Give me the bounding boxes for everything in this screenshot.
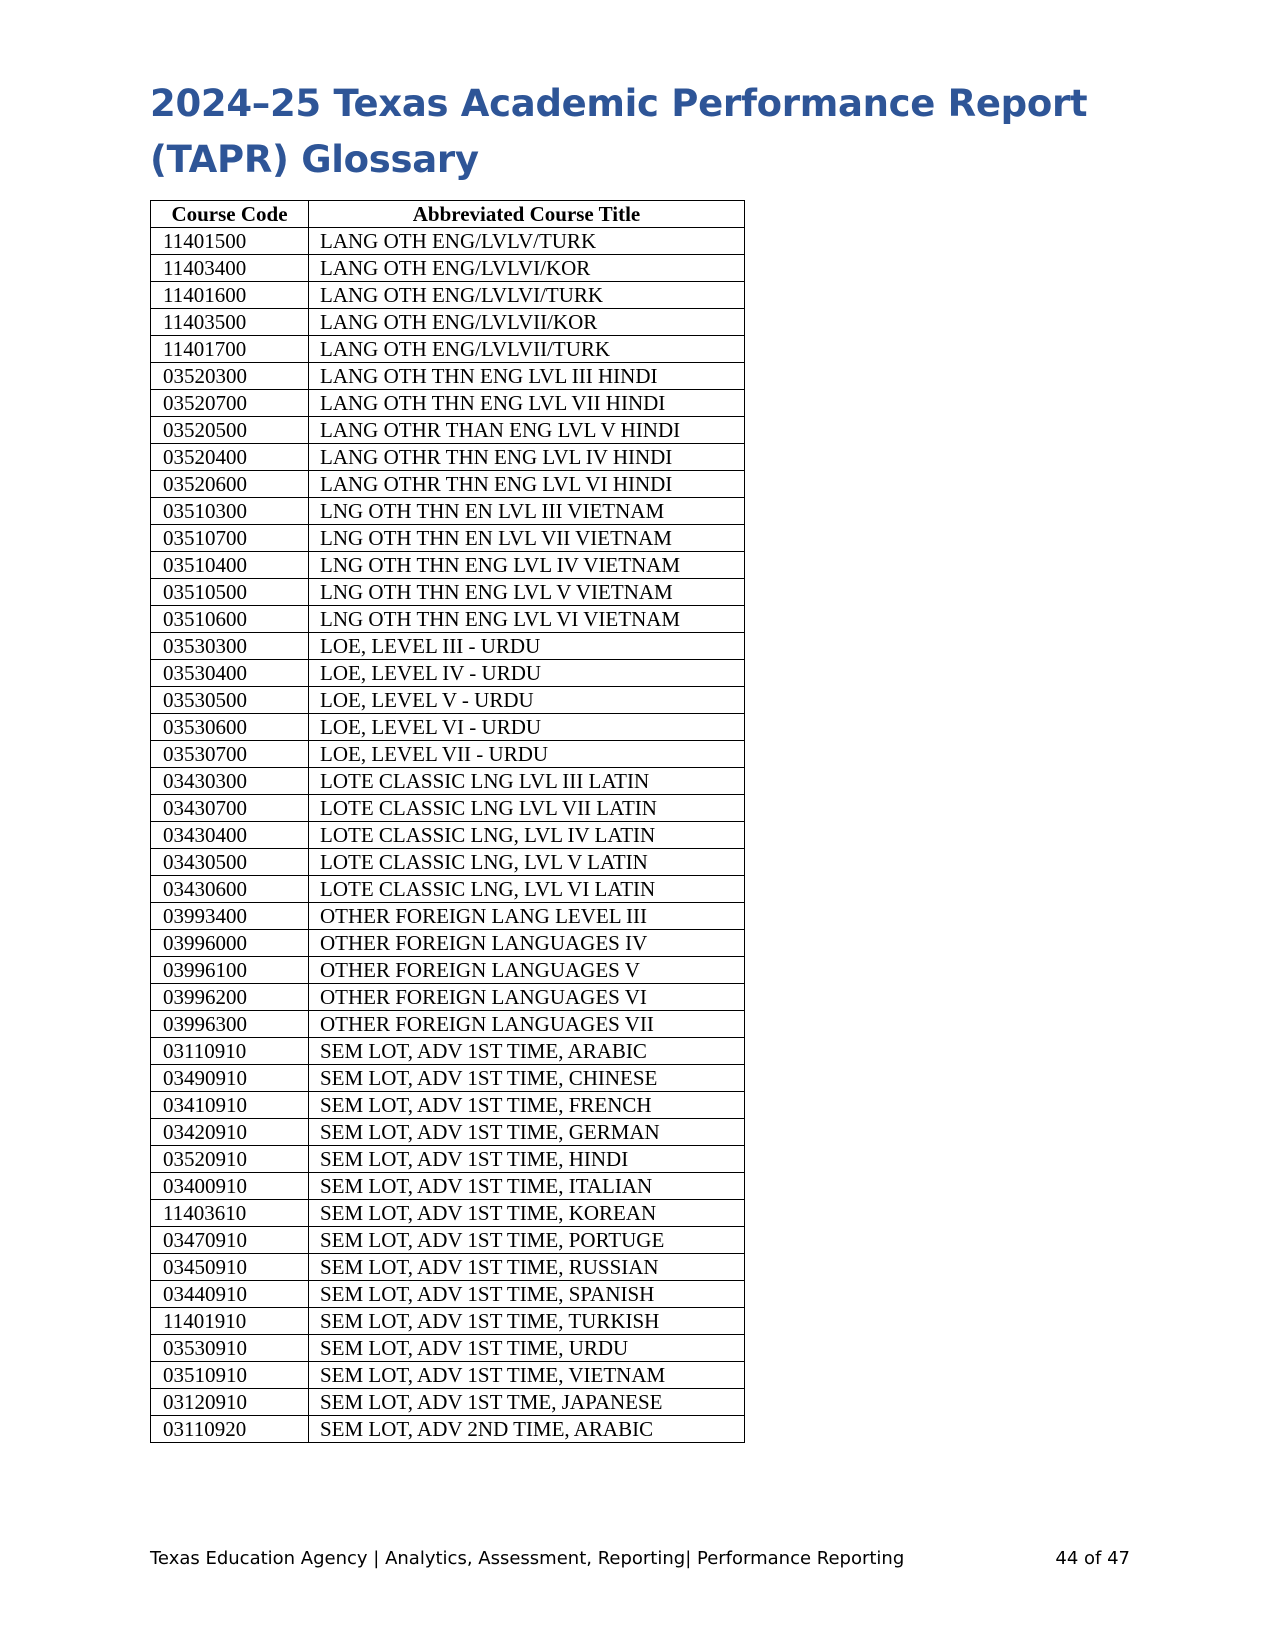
course-code-cell: 11401700 [151, 336, 309, 363]
course-code-cell: 03530400 [151, 660, 309, 687]
course-title-cell: LOTE CLASSIC LNG, LVL VI LATIN [309, 876, 745, 903]
course-title-cell: LNG OTH THN ENG LVL IV VIETNAM [309, 552, 745, 579]
course-title-cell: LANG OTH ENG/LVLVI/TURK [309, 282, 745, 309]
table-header-row [151, 201, 745, 228]
table-row [151, 282, 745, 309]
course-glossary-table [150, 200, 745, 1443]
table-row [151, 309, 745, 336]
table-row [151, 1254, 745, 1281]
table-row [151, 1146, 745, 1173]
course-title-cell: OTHER FOREIGN LANGUAGES IV [309, 930, 745, 957]
course-title-cell: OTHER FOREIGN LANGUAGES VII [309, 1011, 745, 1038]
course-code-cell: 03470910 [151, 1227, 309, 1254]
course-title-cell: LANG OTH ENG/LVLV/TURK [309, 228, 745, 255]
table-row [151, 1011, 745, 1038]
course-code-cell: 03430600 [151, 876, 309, 903]
course-code-cell: 11403400 [151, 255, 309, 282]
table-row [151, 1335, 745, 1362]
course-code-cell: 03996200 [151, 984, 309, 1011]
course-title-cell: LANG OTHR THN ENG LVL VI HINDI [309, 471, 745, 498]
course-title-cell: OTHER FOREIGN LANGUAGES V [309, 957, 745, 984]
table-row [151, 498, 745, 525]
course-title-cell: OTHER FOREIGN LANGUAGES VI [309, 984, 745, 1011]
course-code-cell: 03430400 [151, 822, 309, 849]
course-title-cell: SEM LOT, ADV 1ST TIME, PORTUGE [309, 1227, 745, 1254]
course-code-cell: 03510400 [151, 552, 309, 579]
course-code-cell: 03120910 [151, 1389, 309, 1416]
table-row [151, 606, 745, 633]
course-title-cell: LOTE CLASSIC LNG LVL VII LATIN [309, 795, 745, 822]
course-code-cell: 11401500 [151, 228, 309, 255]
course-title-cell: LANG OTH ENG/LVLVII/KOR [309, 309, 745, 336]
table-row [151, 795, 745, 822]
course-code-cell: 03520400 [151, 444, 309, 471]
course-title-cell: LOE, LEVEL III - URDU [309, 633, 745, 660]
table-row [151, 822, 745, 849]
course-title-cell: LNG OTH THN ENG LVL V VIETNAM [309, 579, 745, 606]
course-code-cell: 03510600 [151, 606, 309, 633]
table-row [151, 660, 745, 687]
page-number: 44 of 47 [1055, 1548, 1130, 1569]
course-code-cell: 03430700 [151, 795, 309, 822]
table-row [151, 1038, 745, 1065]
course-code-cell: 03400910 [151, 1173, 309, 1200]
table-row [151, 390, 745, 417]
page-title: 2024–25 Texas Academic Performance Report (TAPR) Glossary [150, 82, 1088, 181]
table-row [151, 930, 745, 957]
course-title-cell: LANG OTHR THAN ENG LVL V HINDI [309, 417, 745, 444]
table-row [151, 1389, 745, 1416]
table-row [151, 1173, 745, 1200]
table-row [151, 444, 745, 471]
course-code-cell: 03520300 [151, 363, 309, 390]
course-title-cell: LOE, LEVEL V - URDU [309, 687, 745, 714]
table-row [151, 849, 745, 876]
course-title-cell: LOE, LEVEL IV - URDU [309, 660, 745, 687]
course-code-cell: 11401600 [151, 282, 309, 309]
table-row [151, 1362, 745, 1389]
course-code-cell: 03993400 [151, 903, 309, 930]
course-code-cell: 03510700 [151, 525, 309, 552]
course-code-cell: 03430300 [151, 768, 309, 795]
course-title-cell: LANG OTH ENG/LVLVI/KOR [309, 255, 745, 282]
course-code-cell: 11401910 [151, 1308, 309, 1335]
table-row [151, 876, 745, 903]
course-code-cell: 03410910 [151, 1092, 309, 1119]
course-title-cell: SEM LOT, ADV 1ST TIME, CHINESE [309, 1065, 745, 1092]
table-row [151, 471, 745, 498]
course-code-cell: 03510500 [151, 579, 309, 606]
table-row [151, 957, 745, 984]
course-code-cell: 03510300 [151, 498, 309, 525]
table-row [151, 633, 745, 660]
course-title-cell: SEM LOT, ADV 1ST TIME, HINDI [309, 1146, 745, 1173]
course-title-cell: SEM LOT, ADV 1ST TIME, GERMAN [309, 1119, 745, 1146]
table-row [151, 984, 745, 1011]
table-row [151, 768, 745, 795]
course-title-cell: SEM LOT, ADV 1ST TME, JAPANESE [309, 1389, 745, 1416]
course-code-cell: 03510910 [151, 1362, 309, 1389]
course-title-cell: LANG OTH THN ENG LVL III HINDI [309, 363, 745, 390]
table-row [151, 1281, 745, 1308]
course-title-cell: LOTE CLASSIC LNG, LVL IV LATIN [309, 822, 745, 849]
table-row [151, 363, 745, 390]
column-header-course-title: Abbreviated Course Title [309, 201, 745, 228]
course-title-cell: OTHER FOREIGN LANG LEVEL III [309, 903, 745, 930]
course-title-cell: SEM LOT, ADV 1ST TIME, ARABIC [309, 1038, 745, 1065]
course-code-cell: 03996000 [151, 930, 309, 957]
course-code-cell: 11403500 [151, 309, 309, 336]
course-title-cell: LOTE CLASSIC LNG LVL III LATIN [309, 768, 745, 795]
course-title-cell: SEM LOT, ADV 1ST TIME, RUSSIAN [309, 1254, 745, 1281]
course-code-cell: 03520910 [151, 1146, 309, 1173]
table-row [151, 1092, 745, 1119]
course-title-cell: SEM LOT, ADV 1ST TIME, SPANISH [309, 1281, 745, 1308]
table-row [151, 903, 745, 930]
table-row [151, 228, 745, 255]
table-row [151, 741, 745, 768]
course-title-cell: LNG OTH THN EN LVL VII VIETNAM [309, 525, 745, 552]
course-title-cell: LANG OTH THN ENG LVL VII HINDI [309, 390, 745, 417]
course-code-cell: 03520500 [151, 417, 309, 444]
course-title-cell: LNG OTH THN ENG LVL VI VIETNAM [309, 606, 745, 633]
course-code-cell: 03110910 [151, 1038, 309, 1065]
footer-organization: Texas Education Agency | Analytics, Assessment, Reporting| Performance Reporting [150, 1548, 905, 1569]
course-title-cell: SEM LOT, ADV 1ST TIME, KOREAN [309, 1200, 745, 1227]
course-title-cell: SEM LOT, ADV 2ND TIME, ARABIC [309, 1416, 745, 1443]
table-body [151, 228, 745, 1443]
course-title-cell: SEM LOT, ADV 1ST TIME, FRENCH [309, 1092, 745, 1119]
table-row [151, 1308, 745, 1335]
course-title-cell: LOE, LEVEL VI - URDU [309, 714, 745, 741]
course-title-cell: SEM LOT, ADV 1ST TIME, TURKISH [309, 1308, 745, 1335]
table-row [151, 714, 745, 741]
table-row [151, 1227, 745, 1254]
course-code-cell: 03530600 [151, 714, 309, 741]
course-code-cell: 03530500 [151, 687, 309, 714]
table-row [151, 417, 745, 444]
course-code-cell: 03420910 [151, 1119, 309, 1146]
course-code-cell: 03996100 [151, 957, 309, 984]
course-title-cell: LOE, LEVEL VII - URDU [309, 741, 745, 768]
course-title-cell: SEM LOT, ADV 1ST TIME, ITALIAN [309, 1173, 745, 1200]
course-title-cell: SEM LOT, ADV 1ST TIME, URDU [309, 1335, 745, 1362]
table-row [151, 1200, 745, 1227]
course-title-cell: LANG OTH ENG/LVLVII/TURK [309, 336, 745, 363]
course-code-cell: 03530300 [151, 633, 309, 660]
table-row [151, 579, 745, 606]
table-row [151, 336, 745, 363]
course-code-cell: 03520700 [151, 390, 309, 417]
table-row [151, 525, 745, 552]
course-title-cell: LNG OTH THN EN LVL III VIETNAM [309, 498, 745, 525]
table-row [151, 1065, 745, 1092]
course-code-cell: 03110920 [151, 1416, 309, 1443]
table-row [151, 1119, 745, 1146]
course-code-cell: 03430500 [151, 849, 309, 876]
course-code-cell: 11403610 [151, 1200, 309, 1227]
course-code-cell: 03996300 [151, 1011, 309, 1038]
course-code-cell: 03440910 [151, 1281, 309, 1308]
table-row [151, 552, 745, 579]
table-row [151, 255, 745, 282]
table-row [151, 1416, 745, 1443]
course-code-cell: 03490910 [151, 1065, 309, 1092]
course-code-cell: 03450910 [151, 1254, 309, 1281]
course-code-cell: 03520600 [151, 471, 309, 498]
table-row [151, 687, 745, 714]
course-code-cell: 03530910 [151, 1335, 309, 1362]
course-title-cell: SEM LOT, ADV 1ST TIME, VIETNAM [309, 1362, 745, 1389]
course-title-cell: LOTE CLASSIC LNG, LVL V LATIN [309, 849, 745, 876]
column-header-course-code: Course Code [151, 201, 309, 228]
course-code-cell: 03530700 [151, 741, 309, 768]
course-title-cell: LANG OTHR THN ENG LVL IV HINDI [309, 444, 745, 471]
